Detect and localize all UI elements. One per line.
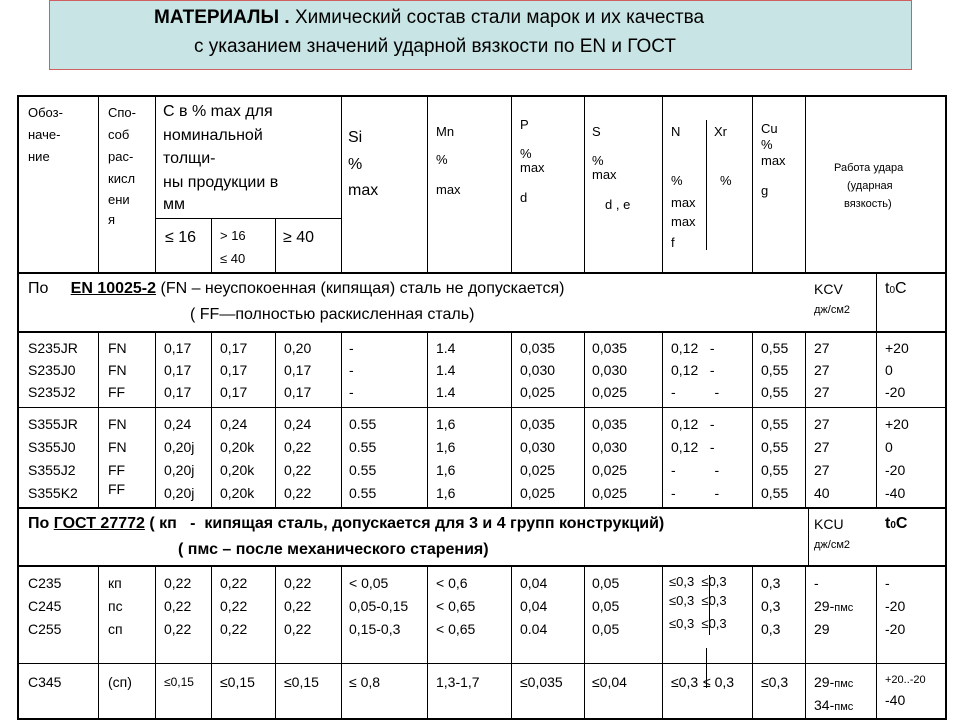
- g1-c3-2: 0,17: [284, 362, 312, 378]
- g4-c1: ≤0,15: [164, 675, 194, 689]
- g3-c3-3: 0,22: [284, 621, 312, 637]
- vline: [808, 509, 809, 565]
- title-bold: МАТЕРИАЛЫ .: [154, 7, 290, 28]
- g1-s-3: 0,025: [592, 384, 628, 400]
- g3-method-1: кп: [108, 575, 122, 591]
- vline: [805, 333, 806, 507]
- en-prefix: По: [28, 280, 49, 297]
- hdr-work-1: Работа удара: [834, 162, 904, 174]
- hdr-si-1: Si: [348, 129, 363, 146]
- gost-temp: [885, 516, 907, 534]
- g3-t-1: -: [885, 575, 890, 591]
- g1-si-3: -: [349, 384, 354, 400]
- hline: [17, 407, 947, 408]
- g4-mn: 1,3-1,7: [436, 674, 480, 690]
- hdr-c-sub-2b: ≤ 40: [220, 251, 246, 266]
- g2-n-1: 0,12 -: [671, 416, 715, 432]
- hdr-sposob-2: соб: [108, 127, 130, 142]
- g4-xr: ≤ 0,3: [703, 674, 735, 690]
- g4-cu: ≤0,3: [761, 674, 789, 690]
- hdr-c-5: мм: [163, 196, 185, 213]
- g1-p-1: 0,035: [520, 340, 556, 356]
- vline: [876, 274, 877, 331]
- g3-kcu-2: [814, 598, 853, 616]
- hdr-si-3: max: [348, 182, 379, 199]
- g2-c2-2: 0,20k: [220, 439, 255, 455]
- hdr-n-5: f: [671, 235, 675, 250]
- g3-method-3: сп: [108, 621, 123, 637]
- g2-grade-3: S355J2: [28, 462, 76, 478]
- g2-c2-1: 0,24: [220, 416, 248, 432]
- hdr-oboz-3: ние: [28, 149, 50, 164]
- g1-si-1: -: [349, 340, 354, 356]
- hdr-c-2: номинальной: [163, 127, 263, 144]
- g2-c3-1: 0,24: [284, 416, 312, 432]
- g1-n-2: 0,12 -: [671, 362, 715, 378]
- hdr-oboz-2: наче-: [28, 127, 61, 142]
- g2-kcv-1: 27: [814, 416, 830, 432]
- g1-kcv-1: 27: [814, 340, 830, 356]
- g2-mn-2: 1,6: [436, 439, 456, 455]
- hline: [155, 218, 341, 219]
- hdr-mn-2: %: [436, 152, 448, 167]
- g4-kcu-1-val: 29-: [814, 674, 835, 690]
- g3-c3-1: 0,22: [284, 575, 312, 591]
- g2-si-1: 0.55: [349, 416, 377, 432]
- g1-method-1: FN: [108, 340, 127, 356]
- hdr-mn-1: Mn: [436, 124, 455, 139]
- hdr-s-3: max: [592, 167, 617, 182]
- g3-kcu-2-sub: пмс: [834, 602, 854, 614]
- g1-p-3: 0,025: [520, 384, 556, 400]
- g3-p-3: 0.04: [520, 621, 548, 637]
- hdr-p-1: P: [520, 117, 529, 132]
- g2-mn-4: 1,6: [436, 485, 456, 501]
- g1-method-2: FN: [108, 362, 127, 378]
- g1-grade-2: S235J0: [28, 362, 76, 378]
- g2-si-3: 0.55: [349, 462, 377, 478]
- hdr-c-1: С в % max для: [163, 103, 273, 120]
- g2-cu-1: 0,55: [761, 416, 789, 432]
- g2-n-3: - -: [671, 462, 720, 478]
- g3-si-1: < 0,05: [349, 575, 389, 591]
- g1-mn-3: 1.4: [436, 384, 456, 400]
- hdr-n-4: max: [671, 214, 696, 229]
- hline: [17, 331, 947, 333]
- hline: [17, 272, 947, 274]
- g2-c3-2: 0,22: [284, 439, 312, 455]
- hdr-xr-1: Xr: [714, 124, 727, 139]
- gost-section-line-2: ( пмс – после механического старения): [178, 541, 489, 558]
- en-temp-c: С: [895, 280, 907, 297]
- g3-n-1: ≤0,3 ≤0,3: [669, 574, 727, 589]
- title-box: [49, 0, 912, 70]
- vline: [511, 567, 512, 720]
- g2-grade-4: S355K2: [28, 485, 78, 501]
- vline: [427, 567, 428, 720]
- g2-method-1: FN: [108, 416, 127, 432]
- en-temp-t: t: [885, 280, 890, 297]
- g3-t-2: -20: [885, 598, 906, 614]
- hline: [17, 663, 947, 664]
- g2-c3-4: 0,22: [284, 485, 312, 501]
- g2-si-2: 0.55: [349, 439, 377, 455]
- g2-c1-1: 0,24: [164, 416, 192, 432]
- vline: [155, 333, 156, 507]
- g1-grade-1: S235JR: [28, 340, 78, 356]
- g1-cu-3: 0,55: [761, 384, 789, 400]
- g1-c1-2: 0,17: [164, 362, 192, 378]
- vline: [98, 95, 99, 272]
- g1-c3-1: 0,20: [284, 340, 312, 356]
- g3-c2-3: 0,22: [220, 621, 248, 637]
- g3-s-1: 0,05: [592, 575, 620, 591]
- g1-p-2: 0,030: [520, 362, 556, 378]
- g2-c2-3: 0,20k: [220, 462, 255, 478]
- g3-grade-2: С245: [28, 598, 62, 614]
- g2-t-3: -20: [885, 462, 906, 478]
- g2-t-4: -40: [885, 485, 906, 501]
- en-section-line-1: [28, 281, 564, 297]
- gost-temp-sub: 0: [890, 520, 896, 531]
- g3-cu-2: 0,3: [761, 598, 781, 614]
- g1-cu-1: 0,55: [761, 340, 789, 356]
- g4-n: ≤0,3: [671, 674, 699, 690]
- g1-c1-1: 0,17: [164, 340, 192, 356]
- g2-s-3: 0,025: [592, 462, 628, 478]
- g3-c3-2: 0,22: [284, 598, 312, 614]
- hline: [17, 565, 947, 567]
- vline: [341, 567, 342, 720]
- g2-s-2: 0,030: [592, 439, 628, 455]
- hdr-sposob-1: Спо-: [108, 105, 136, 120]
- g2-p-1: 0,035: [520, 416, 556, 432]
- g2-c1-4: 0,20j: [164, 485, 195, 501]
- g3-mn-1: < 0,6: [436, 575, 468, 591]
- g4-kcu-1-sub: пмс: [834, 678, 854, 690]
- vline: [211, 333, 212, 507]
- g2-kcv-4: 40: [814, 485, 830, 501]
- vline: [341, 333, 342, 507]
- hdr-cu-3: max: [761, 153, 786, 168]
- vline: [511, 95, 512, 272]
- vline: [752, 567, 753, 720]
- gost-temp-c: С: [895, 515, 908, 532]
- g2-grade-1: S355JR: [28, 416, 78, 432]
- hdr-cu-2: %: [761, 137, 773, 152]
- hdr-sposob-4: кисл: [108, 171, 136, 186]
- g2-n-4: - -: [671, 485, 720, 501]
- g3-c2-2: 0,22: [220, 598, 248, 614]
- g1-mn-1: 1.4: [436, 340, 456, 356]
- vline: [805, 567, 806, 720]
- hdr-n-2: %: [671, 173, 683, 188]
- g2-kcv-2: 27: [814, 439, 830, 455]
- hdr-c-4: ны продукции в: [163, 174, 279, 191]
- vline: [155, 95, 156, 272]
- g3-n-3: ≤0,3 ≤0,3: [669, 616, 727, 631]
- hdr-c-sub-3: ≥ 40: [283, 229, 315, 246]
- g3-cu-3: 0,3: [761, 621, 781, 637]
- vline: [662, 333, 663, 507]
- g1-si-2: -: [349, 362, 354, 378]
- hdr-si-2: %: [348, 156, 363, 173]
- g1-n-1: 0,12 -: [671, 340, 715, 356]
- g2-t-1: +20: [885, 416, 909, 432]
- g4-method: (сп): [108, 674, 132, 690]
- hdr-sposob-3: рас-: [108, 149, 134, 164]
- gost-prefix: По: [28, 515, 50, 532]
- hdr-c-3: толщи-: [163, 150, 216, 167]
- title-line-2: с указанием значений ударной вязкости по EN и ГОСТ: [194, 36, 676, 57]
- hdr-p-2: %: [520, 146, 532, 161]
- g3-n-2: ≤0,3 ≤0,3: [669, 593, 727, 608]
- g2-p-3: 0,025: [520, 462, 556, 478]
- hdr-work-3: вязкость): [844, 198, 892, 210]
- g4-p: ≤0,035: [520, 674, 563, 690]
- g3-c1-2: 0,22: [164, 598, 192, 614]
- gost-section-line-1: [28, 516, 664, 532]
- g3-grade-1: С235: [28, 575, 62, 591]
- g3-p-2: 0,04: [520, 598, 548, 614]
- en-section-line-2: ( FF—полностью раскисленная сталь): [190, 306, 475, 323]
- g1-method-3: FF: [108, 384, 126, 400]
- g4-c3: ≤0,15: [284, 674, 319, 690]
- g3-kcu-2-val: 29-: [814, 598, 835, 614]
- vline: [511, 333, 512, 507]
- vline: [584, 567, 585, 720]
- g2-method-2: FN: [108, 439, 127, 455]
- g3-c2-1: 0,22: [220, 575, 248, 591]
- g4-kcu-2-sub: пмс: [834, 701, 854, 713]
- g2-c1-2: 0,20j: [164, 439, 195, 455]
- vline: [427, 95, 428, 272]
- g4-grade: С345: [28, 674, 62, 690]
- g3-mn-2: < 0,65: [436, 598, 476, 614]
- g3-c1-1: 0,22: [164, 575, 192, 591]
- g1-cu-2: 0,55: [761, 362, 789, 378]
- en-kcv: KCV: [814, 281, 843, 297]
- g4-c2: ≤0,15: [220, 674, 255, 690]
- g1-mn-2: 1.4: [436, 362, 456, 378]
- g4-t-2: -40: [885, 692, 906, 708]
- hdr-p-3: max: [520, 160, 545, 175]
- vline: [211, 218, 212, 272]
- g2-p-2: 0,030: [520, 439, 556, 455]
- en-rest: (FN – неуспокоенная (кипящая) сталь не допускается): [160, 280, 565, 297]
- vline: [876, 567, 877, 720]
- hdr-n-1: N: [671, 124, 681, 139]
- g2-cu-3: 0,55: [761, 462, 789, 478]
- hdr-c-sub-1: ≤ 16: [165, 229, 197, 246]
- gost-standard: ГОСТ 27772: [53, 515, 145, 532]
- hdr-s-1: S: [592, 124, 601, 139]
- vline: [584, 95, 585, 272]
- g2-method-4: FF: [108, 481, 126, 497]
- vline: [805, 95, 806, 272]
- en-temp-sub: 0: [889, 285, 896, 296]
- vline: [662, 567, 663, 720]
- vline: [584, 333, 585, 507]
- vline: [427, 333, 428, 507]
- g1-c2-2: 0,17: [220, 362, 248, 378]
- g3-c1-3: 0,22: [164, 621, 192, 637]
- g1-c1-3: 0,17: [164, 384, 192, 400]
- hdr-n-3: max: [671, 195, 696, 210]
- g3-s-2: 0,05: [592, 598, 620, 614]
- g2-method-3: FF: [108, 462, 126, 478]
- vline: [98, 567, 99, 720]
- g4-kcu-2: [814, 697, 853, 715]
- hdr-xr-2: %: [720, 173, 732, 188]
- g2-s-1: 0,035: [592, 416, 628, 432]
- gost-kcu-unit: дж/см2: [814, 539, 851, 551]
- hdr-sposob-5: ени: [108, 192, 130, 207]
- hdr-cu-1: Cu: [761, 121, 778, 136]
- g4-kcu-2-val: 34-: [814, 697, 835, 713]
- g1-t-2: 0: [885, 362, 893, 378]
- hdr-s-2: %: [592, 153, 604, 168]
- vline: [341, 95, 342, 272]
- hdr-p-4: d: [520, 190, 528, 205]
- g4-kcu-1: [814, 674, 853, 692]
- g1-grade-3: S235J2: [28, 384, 76, 400]
- g1-c2-3: 0,17: [220, 384, 248, 400]
- g2-cu-4: 0,55: [761, 485, 789, 501]
- hdr-work-2: (ударная: [847, 180, 893, 192]
- g3-t-3: -20: [885, 621, 906, 637]
- vline: [98, 333, 99, 507]
- hdr-mn-3: max: [436, 182, 461, 197]
- g2-si-4: 0.55: [349, 485, 377, 501]
- g3-s-3: 0,05: [592, 621, 620, 637]
- vline: [662, 95, 663, 272]
- g3-cu-1: 0,3: [761, 575, 781, 591]
- g1-kcv-2: 27: [814, 362, 830, 378]
- g2-cu-2: 0,55: [761, 439, 789, 455]
- g3-method-2: пс: [108, 598, 123, 614]
- vline: [155, 567, 156, 720]
- vline: [752, 95, 753, 272]
- g3-grade-3: С255: [28, 621, 62, 637]
- g2-mn-1: 1,6: [436, 416, 456, 432]
- hdr-cu-4: g: [761, 183, 769, 198]
- g2-c3-3: 0,22: [284, 462, 312, 478]
- g1-c3-3: 0,17: [284, 384, 312, 400]
- g2-t-2: 0: [885, 439, 893, 455]
- title-rest: Химический состав стали марок и их качества: [294, 7, 705, 28]
- g2-kcv-3: 27: [814, 462, 830, 478]
- vline: [275, 567, 276, 720]
- g3-mn-3: < 0,65: [436, 621, 476, 637]
- g2-mn-3: 1,6: [436, 462, 456, 478]
- g3-si-3: 0,15-0,3: [349, 621, 401, 637]
- title-line-1: [154, 7, 704, 29]
- vline: [876, 333, 877, 507]
- g3-p-1: 0,04: [520, 575, 548, 591]
- g4-t-1: +20..-20: [885, 674, 926, 686]
- gost-rest: ( кп - кипящая сталь, допускается для 3 и 4 групп конструкций): [144, 515, 665, 532]
- en-temp: [885, 281, 907, 299]
- vline: [275, 218, 276, 272]
- g3-kcu-1: -: [814, 575, 819, 591]
- g3-si-2: 0,05-0,15: [349, 598, 409, 614]
- g1-t-1: +20: [885, 340, 909, 356]
- g4-s: ≤0,04: [592, 674, 627, 690]
- g4-si: ≤ 0,8: [349, 674, 381, 690]
- vline: [275, 333, 276, 507]
- g2-c2-4: 0,20k: [220, 485, 255, 501]
- g2-grade-2: S355J0: [28, 439, 76, 455]
- gost-temp-t: t: [885, 515, 891, 532]
- vline: [706, 120, 707, 250]
- g2-s-4: 0,025: [592, 485, 628, 501]
- hdr-oboz-1: Обоз-: [28, 105, 63, 120]
- g1-s-2: 0,030: [592, 362, 628, 378]
- en-standard: EN 10025-2: [70, 280, 157, 297]
- g1-t-3: -20: [885, 384, 906, 400]
- g1-s-1: 0,035: [592, 340, 628, 356]
- hdr-s-4: d , e: [605, 197, 631, 212]
- g1-c2-1: 0,17: [220, 340, 248, 356]
- vline: [752, 333, 753, 507]
- g1-kcv-3: 27: [814, 384, 830, 400]
- g2-n-2: 0,12 -: [671, 439, 715, 455]
- g3-kcu-3: 29: [814, 621, 830, 637]
- hdr-c-sub-2a: > 16: [220, 228, 246, 243]
- g2-c1-3: 0,20j: [164, 462, 195, 478]
- g1-n-3: - -: [671, 384, 720, 400]
- en-kcv-unit: дж/см2: [814, 304, 851, 316]
- gost-kcu: KCU: [814, 516, 844, 532]
- hdr-sposob-6: я: [108, 212, 116, 227]
- vline: [211, 567, 212, 720]
- g2-p-4: 0,025: [520, 485, 556, 501]
